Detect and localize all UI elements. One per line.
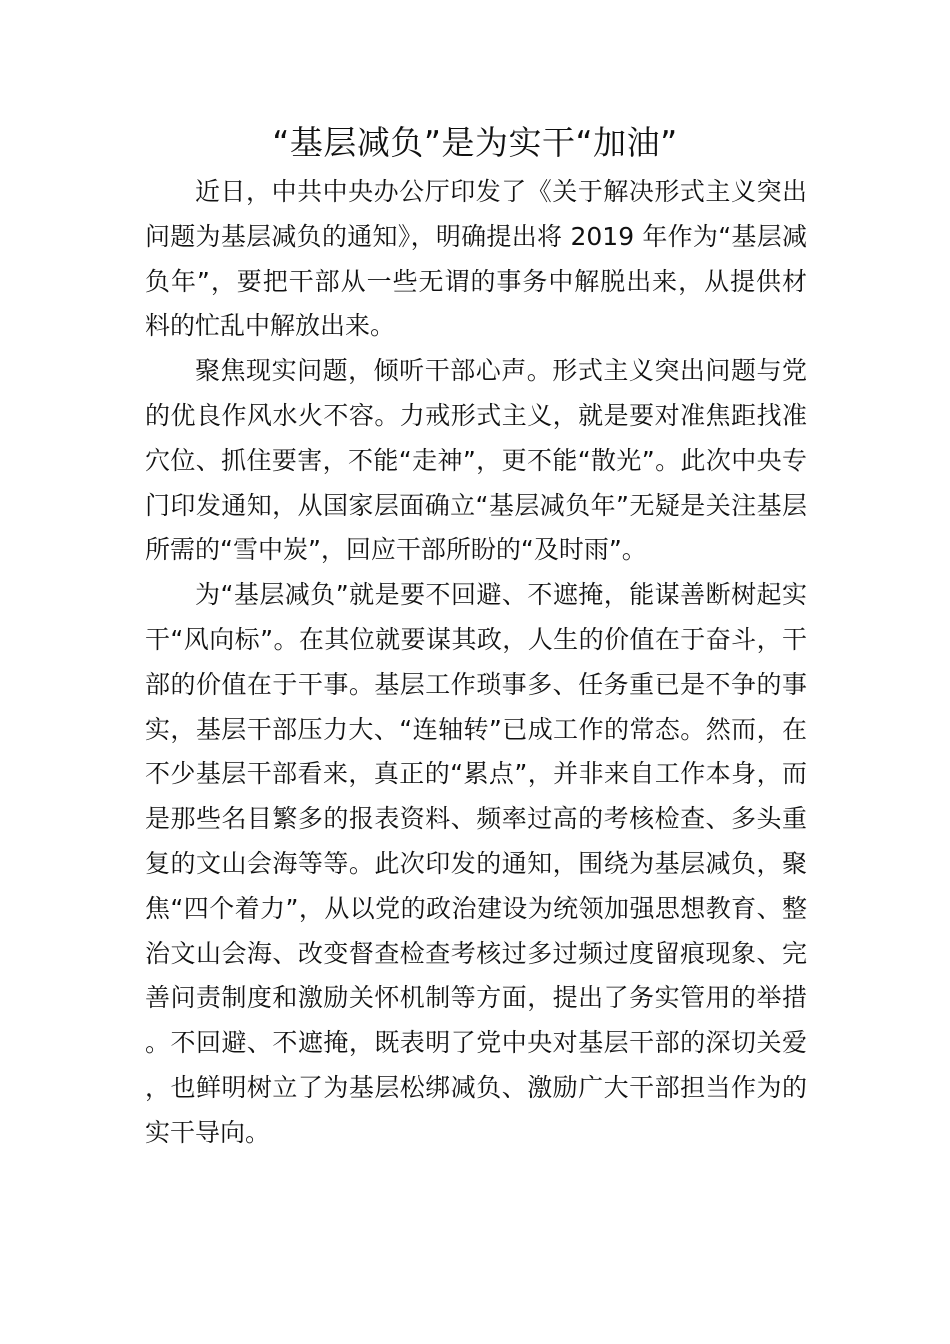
paragraph-1: 近日，中共中央办公厅印发了《关于解决形式主义突出问题为基层减负的通知》，明确提出将 2019 年作为“基层减负年”，要把干部从一些无谓的事务中解脱出来，从提供材料的忙乱中解放出来。 (145, 177, 807, 341)
document-body (145, 170, 807, 1156)
document-title: “基层减负”是为实干“加油” (272, 123, 678, 162)
paragraph-2: 聚焦现实问题，倾听干部心声。形式主义突出问题与党的优良作风水火不容。力戒形式主义，就是要对准焦距找准穴位、抓住要害，不能“走神”，更不能“散光”。此次中央专门印发通知，从国家层面确立“基层减负年”无疑是关注基层所需的“雪中炭”，回应干部所盼的“及时雨”。 (145, 356, 807, 565)
paragraph-3: 为“基层减负”就是要不回避、不遮掩，能谋善断树起实干“风向标”。在其位就要谋其政，人生的价值在于奋斗，干部的价值在于干事。基层工作琐事多、任务重已是不争的事实，基层干部压力大、“连轴转”已成工作的常态。然而，在不少基层干部看来，真正的“累点”，并非来自工作本身，而是那些名目繁多的报表资料、频率过高的考核检查、多头重复的文山会海等等。此次印发的通知，围绕为基层减负，聚焦“四个着力”，从以党的政治建设为统领加强思想教育、整治文山会海、改变督查检查考核过多过频过度留痕现象、完善问责制度和激励关怀机制等方面，提出了务实管用的举措。不回避、不遮掩，既表明了党中央对基层干部的深切关爱，也鲜明树立了为基层松绑减负、激励广大干部担当作为的实干导向。 (145, 580, 807, 1147)
